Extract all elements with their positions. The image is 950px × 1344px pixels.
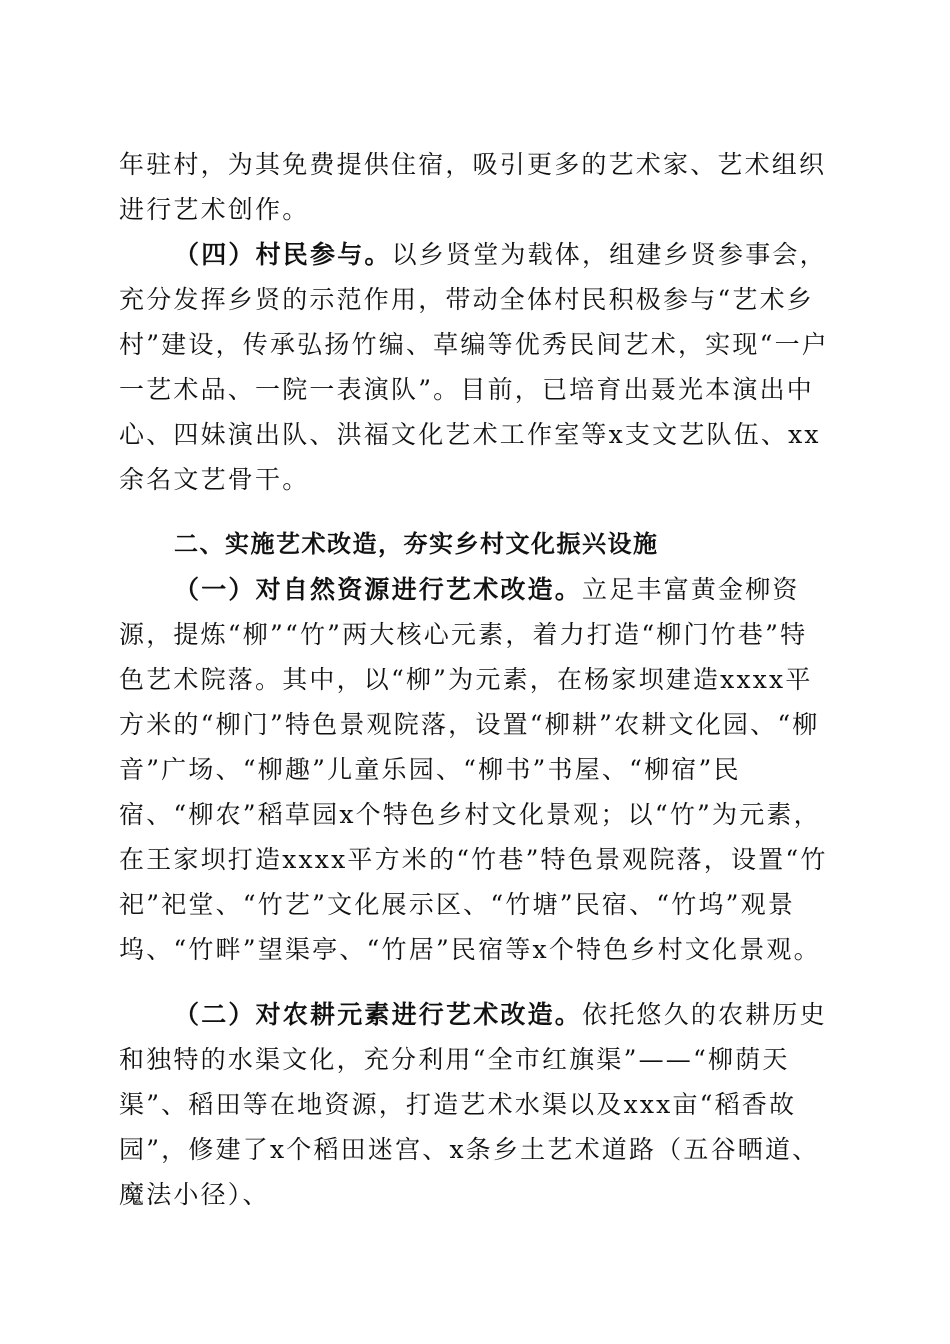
paragraph-continuation — [119, 142, 831, 232]
paragraph-text: 以乡贤堂为载体，组建乡贤参事会，充分发挥乡贤的示范作用，带动全体村民积极参与“艺术乡村”建设，传承弘扬竹编、草编等优秀民间艺术，实现“一户一艺术品、一院一表演队”。目前，已培育出聂光本演出中心、四妹演出队、洪福文化艺术工作室等x支文艺队伍、xx余名文艺骨干。 — [119, 240, 829, 494]
paragraph-lead: （一）对自然资源进行艺术改造。 — [174, 575, 583, 604]
spacer — [119, 502, 831, 522]
paragraph-natural-resources — [119, 567, 831, 972]
paragraph-text: 年驻村，为其免费提供住宿，吸引更多的艺术家、艺术组织进行艺术创作。 — [119, 150, 827, 224]
section-heading: 二、实施艺术改造，夯实乡村文化振兴设施 — [174, 530, 659, 558]
paragraph-villager-participation — [119, 232, 831, 502]
paragraph-lead: （二）对农耕元素进行艺术改造。 — [174, 1000, 583, 1029]
paragraph-farming-elements — [119, 992, 831, 1217]
paragraph-text: 立足丰富黄金柳资源，提炼“柳”“竹”两大核心元素，着力打造“柳门竹巷”特色艺术院落。其中，以“柳”为元素，在杨家坝建造xxxx平方米的“柳门”特色景观院落，设置“柳耕”农耕文化园、“柳音”广场、“柳趣”儿童乐园、“柳书”书屋、“柳宿”民宿、“柳农”稻草园x个特色乡村文化景观；以“竹”为元素，在王家坝打造xxxx平方米的“竹巷”特色景观院落，设置“竹祀”祀堂、“竹艺”文化展示区、“竹塘”民宿、“竹坞”观景坞、“竹畔”望渠亭、“竹居”民宿等x个特色乡村文化景观。 — [119, 575, 828, 964]
paragraph-lead: （四）村民参与。 — [174, 240, 392, 269]
paragraph-text: 依托悠久的农耕历史和独特的水渠文化，充分利用“全市红旗渠”——“柳荫天渠”、稻田等在地资源，打造艺术水渠以及xxx亩“稻香故园”，修建了x个稻田迷宫、x条乡土艺术道路（五谷晒道、魔法小径）、 — [119, 1000, 827, 1209]
document-body — [119, 142, 831, 1217]
spacer — [119, 972, 831, 992]
